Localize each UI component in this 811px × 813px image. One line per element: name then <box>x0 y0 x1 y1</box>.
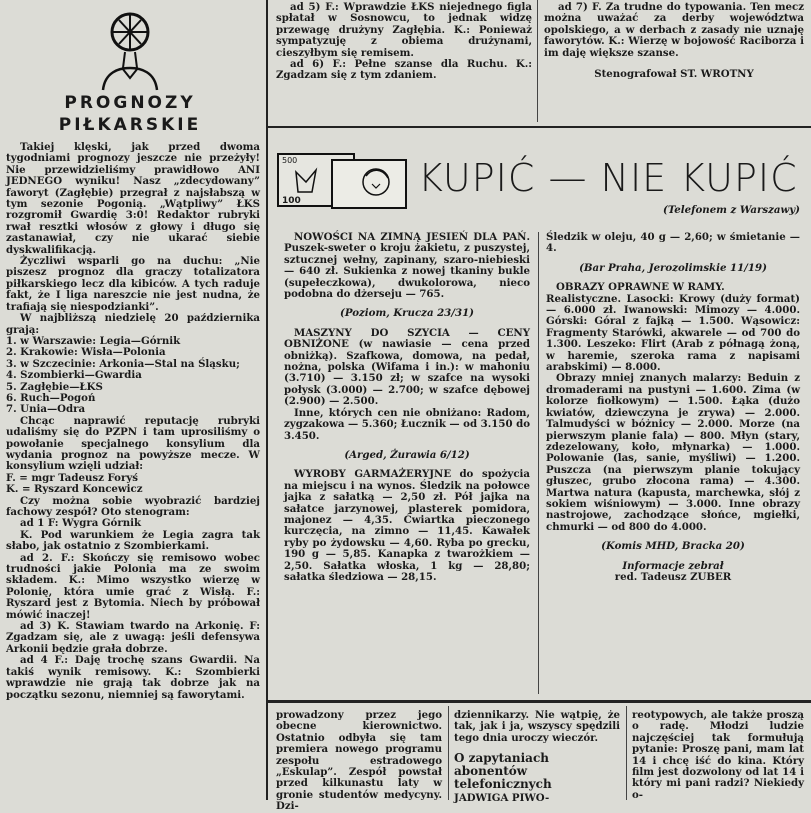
fixture-item: 2. Krakowie: Wisła—Polonia <box>6 346 166 359</box>
column-divider <box>448 706 449 800</box>
column-divider <box>537 0 538 122</box>
expert-item: K. = Ryszard Koncewicz <box>6 483 143 496</box>
kupic-paintings-head: OBRAZY OPRAWNE W RAMY. <box>556 281 725 294</box>
fixture-item: 5. Zagłębie—ŁKS <box>6 380 103 393</box>
author-name: JADWIGA PIWO- <box>454 792 550 805</box>
eskulap-text: prowadzony przez jego obecne kierownictwo. Ostatnio odbyła się tam premiera nowego programu zespołu estradowego „Eskulap”. Zespół powstał przed kilkunastu laty w gronie studentów medycyny. Dzi- <box>276 709 442 813</box>
kupic-deli-head: WYROBY GARMAŻERYJNE <box>294 468 452 481</box>
ad1-text: K. Pod warunkiem że Legia zagra tak słabo, jak ostatnio z Szombierkami. <box>6 528 260 553</box>
bottom-article-1 <box>276 710 442 813</box>
prognozy-title <box>40 92 220 136</box>
kupic-location: (Komis MHD, Bracka 20) <box>601 540 745 553</box>
prognozy-pzpn-para: Chcąc naprawić reputację rubryki udaliśmy się do PZPN i tam uprosiliśmy o powołanie specjalnego konsylium dla wydania prognoz na powyższe mecze. W konsylium wzięli udział: <box>6 414 260 473</box>
kupic-location: (Poziom, Krucza 23/31) <box>340 307 474 320</box>
ad4-text: ad 4 F.: Daję trochę szans Gwardii. Na takiś wynik remisowy. K.: Szombierki wprawdzie nie grają tak dobrze jak na początku sezonu, niemniej są faworytami. <box>6 654 260 701</box>
kupic-paintings-lesser: Obrazy mniej znanych malarzy: Beduin z dromaderami na pustyni — 1.600. Zima (w kolorze fiołkowym) — 1.500. Łąka (dużo kwiatów, dziewczyna je zrywa) — 2.000. Talmudyści w bóżnicy — 2.000. Morze (na pierwszym planie fala) — 800. Młyn (stary, zdezelowany, koło, młynarka) — 1.000. Polowanie (las, sanie, myśliwi) — 1.200. Puszcza (na pierwszym planie tokujący głuszec, grubo złocona rama) — 4.300. Martwa natura (kapusta, marchewka, słój z sokiem wiśniowym) — 3.000. Inne obrazy nastrojowe, zachodzące słońce, mgiełki, chmurki — od 800 do 4.000. <box>546 372 800 533</box>
kupic-deli-text: do spożycia na miejscu i na wynos. Śledzik na połowce jajka z sałatką — 2,50 zł. Pół jajka na sałatce jarzynowej, plasterek pomidora, majonez — 4,35. Ćwiartka pieczonego kurczęcia, na zimno — 11,45. Kawałek ryby po żydowsku — 4,60. Ryba po grecku, 190 g — 5,85. Kanapka z twarożkiem — 2,50. Sałatka włoska, 1 kg — 28,80; sałatka śledziowa — 28,15. <box>284 468 530 583</box>
kupic-column-1 <box>284 232 530 583</box>
prognozy-intro: Takiej klęski, jak przed dwoma tygodniami prognozy jeszcze nie przeżyły! Nie przewidzieliśmy prawidłowo ANI JEDNEGO wyniku! Nasz „zdecydowany” faworyt (Zagłębie) przegrał z najsłabszą w tym sezonie Pogonią. „Wątpliwy” ŁKS rozgromił Gwardię 3:0! Redaktor rubryki rwał resztki włosów z głowy i długo się zastanawiał, czy nie ukarać siebie dyskwalifikacją. <box>6 141 260 256</box>
kupic-subtitle: (Telefonem z Warszawy) <box>663 204 800 216</box>
kupic-credit-name: red. Tadeusz ZUBER <box>614 570 732 583</box>
ad7-text: ad 7) F. Za trudne do typowania. Ten mecz można uważać za derby województwa opolskiego, a w derbach z zasady nie uznaję faworytów. K.: Wierzę w bojowość Raciborza i im daję większe szanse. <box>544 1 804 59</box>
ad3-text: ad 3) K. Stawiam twardo na Arkonię. F: Zgadzam się, ale z uwagą: jeśli defensywa Arkonii będzie grała dobrze. <box>6 620 260 655</box>
prognozy-continuation-2 <box>544 2 804 80</box>
kupic-credit-label: Informacje zebrał <box>622 559 724 572</box>
prognozy-article <box>6 142 260 701</box>
kupic-sewing-other: Inne, których cen nie obniżano: Radom, zygzakowa — 5.360; Łucznik — od 3.150 do 3.450. <box>284 406 531 442</box>
fixture-item: 6. Ruch—Pogoń <box>6 391 96 404</box>
prognozy-logo <box>95 10 165 92</box>
expert-item: F. = mgr Tadeusz Foryś <box>6 471 138 484</box>
column-divider <box>266 0 268 800</box>
kupic-paintings-text: Realistyczne. Lasocki: Krowy (duży format) — 6.000 zł. Iwanowski: Mimozy — 4.000. Górski: Góral z fajką — 1.500. Wąsowicz: Fragmenty Starówki, akwarele — od 700 do 1.300. Leszeko: Flirt (Arab z półnagą żoną, w haremie, szeroka rama z napisami arabskimi) — 8.000. <box>546 292 800 374</box>
prognozy-para-2: Życzliwi wsparli go na duchu: „Nie piszesz prognoz dla graczy totalizatora piłkarskiego lecz dla kibiców. A tych raduje fakt, że I liga nareszcie nie jest nudna, że trafiają się niespodzianki”. <box>6 255 260 313</box>
prognozy-continuation-1 <box>276 2 532 82</box>
ad1-head: ad 1 F: Wygra Górnik <box>20 517 142 530</box>
bottom-article-2 <box>454 710 620 805</box>
column-divider <box>626 706 627 800</box>
kupic-sewing-text: (w nawiasie — cena przed obniżką). Szafkowa, domowa, na pedał, nożna, polska (Wifama i in.): w mahoniu (3.710) — 3.150 zł; w szafce na wysoki połysk (3.000) — 2.700; w szafce dębowej (2.900) — 2.500. <box>284 338 530 408</box>
phone-questions-text: reotypowych, ale także proszą o radę. Młodzi ludzie najczęściej tak formułują pytanie: Proszę pani, mam lat 14 i chcę iść do kina. Który film jest dozwolony od lat 14 i który mi pani radzi? Niekiedy o- <box>632 709 804 801</box>
journalists-text: dziennikarzy. Nie wątpię, że tak, jak i ja, wszyscy spędzili tego dnia uroczy wieczór. <box>454 709 620 744</box>
kupic-autumn-fashion: NOWOŚCI NA ZIMNĄ JESIEŃ DLA PAŃ. Puszek-sweter o kroju żakietu, z puszystej, sztucznej wełny, zapinany, szaro-niebieski — 640 zł. Sukienka z nowej tkaniny bukle (supełeczkowa), dwukolorowa, nieco podobna do dżerseju — 765. <box>284 231 530 301</box>
kupic-column-2 <box>546 232 800 583</box>
prognozy-title-line1: PROGNOZY <box>64 93 196 113</box>
banknote-label-bottom: 100 <box>282 196 301 206</box>
kupic-title: KUPIĆ — NIE KUPIĆ <box>418 156 798 200</box>
kupic-bottom-border <box>266 700 811 703</box>
football-fan-illustration-icon <box>95 10 165 92</box>
prognozy-para-3: W najbliższą niedzielę 20 października grają: <box>6 312 260 336</box>
phone-questions-headline: O zapytaniach abonentów telefonicznych <box>454 751 552 792</box>
steno-intro: Czy można sobie wyobrazić bardziej fachowy zespół? Oto stenogram: <box>6 494 260 518</box>
kupic-location: (Bar Praha, Jerozolimskie 11/19) <box>579 261 767 274</box>
ad6-text: ad 6) F.: Pełne szanse dla Ruchu. K.: Zgadzam się z tym zdaniem. <box>276 58 532 82</box>
kupic-top-border <box>266 126 811 128</box>
bottom-article-3 <box>632 710 804 801</box>
column-divider <box>538 232 539 694</box>
prognozy-title-line2: PIŁKARSKIE <box>58 115 202 135</box>
kupic-sewing-head: MASZYNY DO SZYCIA — CENY OBNIŻONE <box>284 326 530 351</box>
kupic-location: (Arged, Żurawia 6/12) <box>344 448 470 461</box>
banknote-label-top: 500 <box>282 156 298 165</box>
kupic-herring: Śledzik w oleju, 40 g — 2,60; w śmietanie — 4. <box>546 231 800 255</box>
ad2-text: ad 2. F.: Skończy się remisowo wobec trudności jakie Polonia ma ze swoim składem. K.: Mimo wszystko wierzę w Polonię, która umie grać z Wisłą. F.: Ryszard jest z Bytomia. Niech by próbował mówić inaczej! <box>6 551 260 621</box>
stenographer-credit: Stenografował ST. WROTNY <box>594 68 754 81</box>
banknote-illustration <box>276 152 408 210</box>
fixture-item: 4. Szombierki—Gwardia <box>6 369 142 382</box>
fixture-item: 3. w Szczecinie: Arkonia—Stal na Śląsku; <box>6 357 240 370</box>
fixture-item: 1. w Warszawie: Legia—Górnik <box>6 334 181 347</box>
ad5-text: ad 5) F.: Wprawdzie ŁKS niejednego figla spłatał w Sosnowcu, to jednak widzę przewagę drużyny Zagłębia. K.: Ponieważ sympatyzuję z obiema drużynami, cieszyłbym się remisem. <box>276 1 532 59</box>
fixture-item: 7. Unia—Odra <box>6 403 86 416</box>
